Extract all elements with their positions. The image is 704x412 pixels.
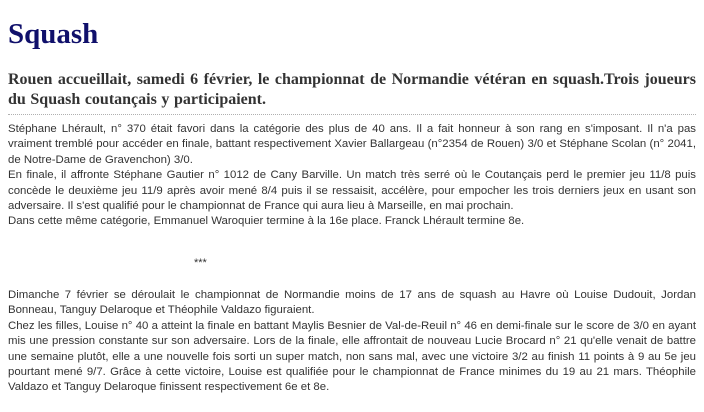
paragraph: Stéphane Lhérault, n° 370 était favori dans la catégorie des plus de 40 ans. Il a fait honneur à son rang en s'imposant. Il n'a pas vraiment tremblé pour accéder en finale, battant respectivement Xavier Ballargeau (n°2354 de Rouen) 3/0 et Stéphane Scolan (n° 2041, de Notre-Dame de Gravenchon) 3/0. [8,123,696,166]
section-separator: *** [194,257,207,269]
paragraph: Dans cette même catégorie, Emmanuel Waroquier termine à la 16e place. Franck Lhérault termine 8e. [8,215,525,228]
paragraph: Chez les filles, Louise n° 40 a atteint la finale en battant Maylis Besnier de Val-de-Reuil n° 46 en demi-finale sur le score de 3/0 en ayant mis une pression constante sur son adversaire. Lors de la finale, elle affrontait de nouveau Lucie Brocard n° 21 qu'elle venait de battre une semaine plutôt, elle a une nouvelle fois sorti un super match, non sans mal, avec une victoire 3/2 au finish 11 points à 9 au 5e jeu pourtant mené 9/7. Grâce à cette victoire, Louise est qualifiée pour le championnat de France minimes du 19 au 21 mars. Théophile Valdazo et Tanguy Delaroque finissent respectivement 6e et 8e. [8,319,696,394]
article-lead: Rouen accueillait, samedi 6 février, le championnat de Normandie vétéran en squash.Trois joueurs du Squash coutançais y participaient. [8,71,696,108]
section-under-17 [8,288,696,396]
divider [8,114,696,115]
section-veterans [8,122,696,230]
paragraph: En finale, il affronte Stéphane Gautier n° 1012 de Cany Barville. Un match très serré où le Coutançais perd le premier jeu 11/8 puis concède le deuxième jeu 11/9 après avoir mené 8/4 puis il se ressaisit, accélère, pour empocher les trois derniers jeux en usant son adversaire. Il s'est qualifié pour le championnat de France qui aura lieu à Marseille, en mai prochain. [8,169,696,213]
article-title: Squash [8,18,99,50]
paragraph: Dimanche 7 février se déroulait le championnat de Normandie moins de 17 ans de squash au Havre où Louise Dudouit, Jordan Bonneau, Tanguy Delaroque et Théophile Valdazo figuraient. [8,289,696,317]
